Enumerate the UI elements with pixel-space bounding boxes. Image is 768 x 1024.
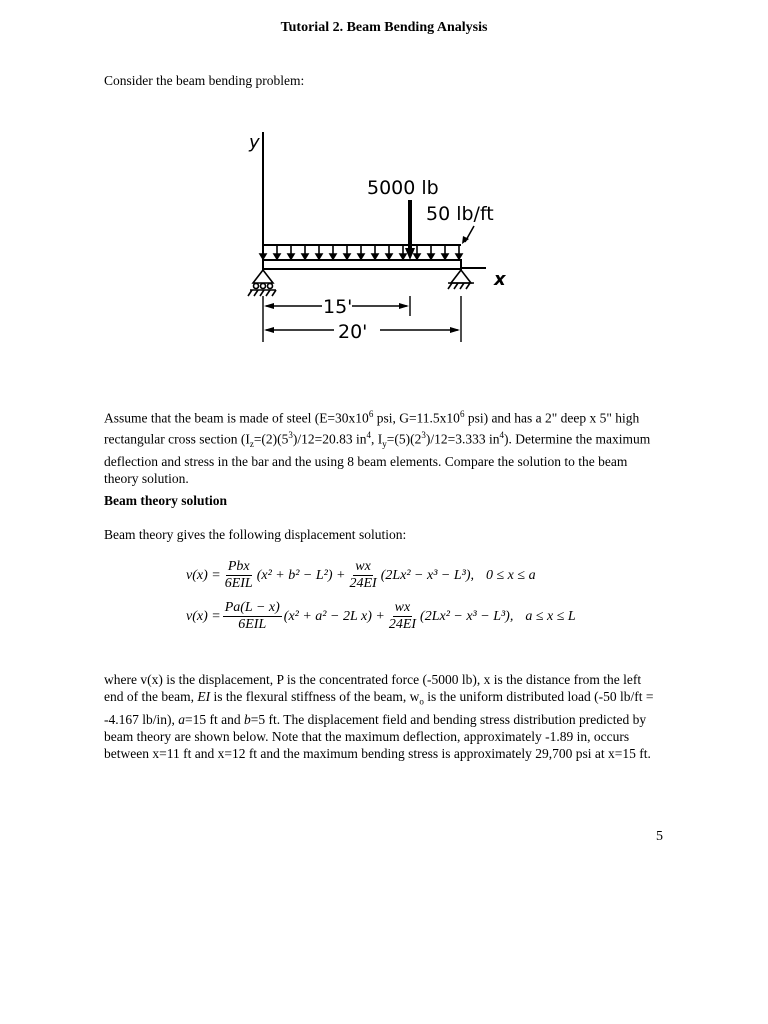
equation-1: v(x) = $\frac{\text{Pbx}}{\text{6EIL}}$ (x² + b² − L²) + $\frac{wx}{24EI}$ (2Lx² − x³ − L³), 0 ≤ x ≤ a [186, 559, 536, 591]
section-heading: Beam theory solution [104, 493, 227, 508]
page-number: 5 [656, 829, 663, 844]
dist-load-arrows [260, 245, 462, 259]
solution-intro: Beam theory gives the following displacement solution: [104, 527, 407, 542]
dim-a-label: 15' [323, 296, 353, 318]
dim-L-label: 20' [338, 321, 368, 343]
equation-2: v(x) = $\frac{Pa(L - x)}{\text{6EIL}}$ (x² + a² − 2L x) + $\frac{wx}{24EI}$ (2Lx² − x³ − L³), a ≤ x ≤ L [186, 600, 576, 632]
y-axis-label: y [249, 132, 260, 153]
dist-load-label: 50 lb/ft [426, 203, 494, 225]
beam-body [263, 260, 461, 269]
beam-figure [222, 120, 548, 372]
beam-diagram [222, 120, 548, 372]
x-axis-label: x [494, 269, 506, 290]
explanation-paragraph: where v(x) is the displacement, P is the concentrated force (-5000 lb), x is the distance from the left end of the beam, EI is the flexural stiffness of the beam, $w_o$ is the uniform distributed load (-50 lb/ft = -4.167 lb/in), a=15 ft and b=5 ft. The displacement field and bending stress distribution predicted by beam theory are shown below. Note that the maximum deflection, approximately -1.89 in, occurs between x=11 ft and x=12 ft and the maximum bending stress is approximately 29,700 psi at x=15 ft. [104, 672, 654, 761]
assumptions-paragraph: Assume that the beam is made of steel ($E=30x10^6$ psi, $G=11.5x10^6$ psi) and has a 2" deep x 5" high rectangular cross section ($I_z=(2)(5^3)/12=20.83$ $in^4$, $I_y=(5)(2^3)/12=3.333$ $in^4$). Determine the maximum deflection and stress in the bar and the using 8 beam elements. Compare the solution to the beam theory solution. [104, 409, 651, 486]
point-load-label: 5000 lb [367, 177, 439, 199]
intro-text: Consider the beam bending problem: [104, 73, 305, 88]
document-title: Tutorial 2. Beam Bending Analysis [280, 20, 488, 35]
